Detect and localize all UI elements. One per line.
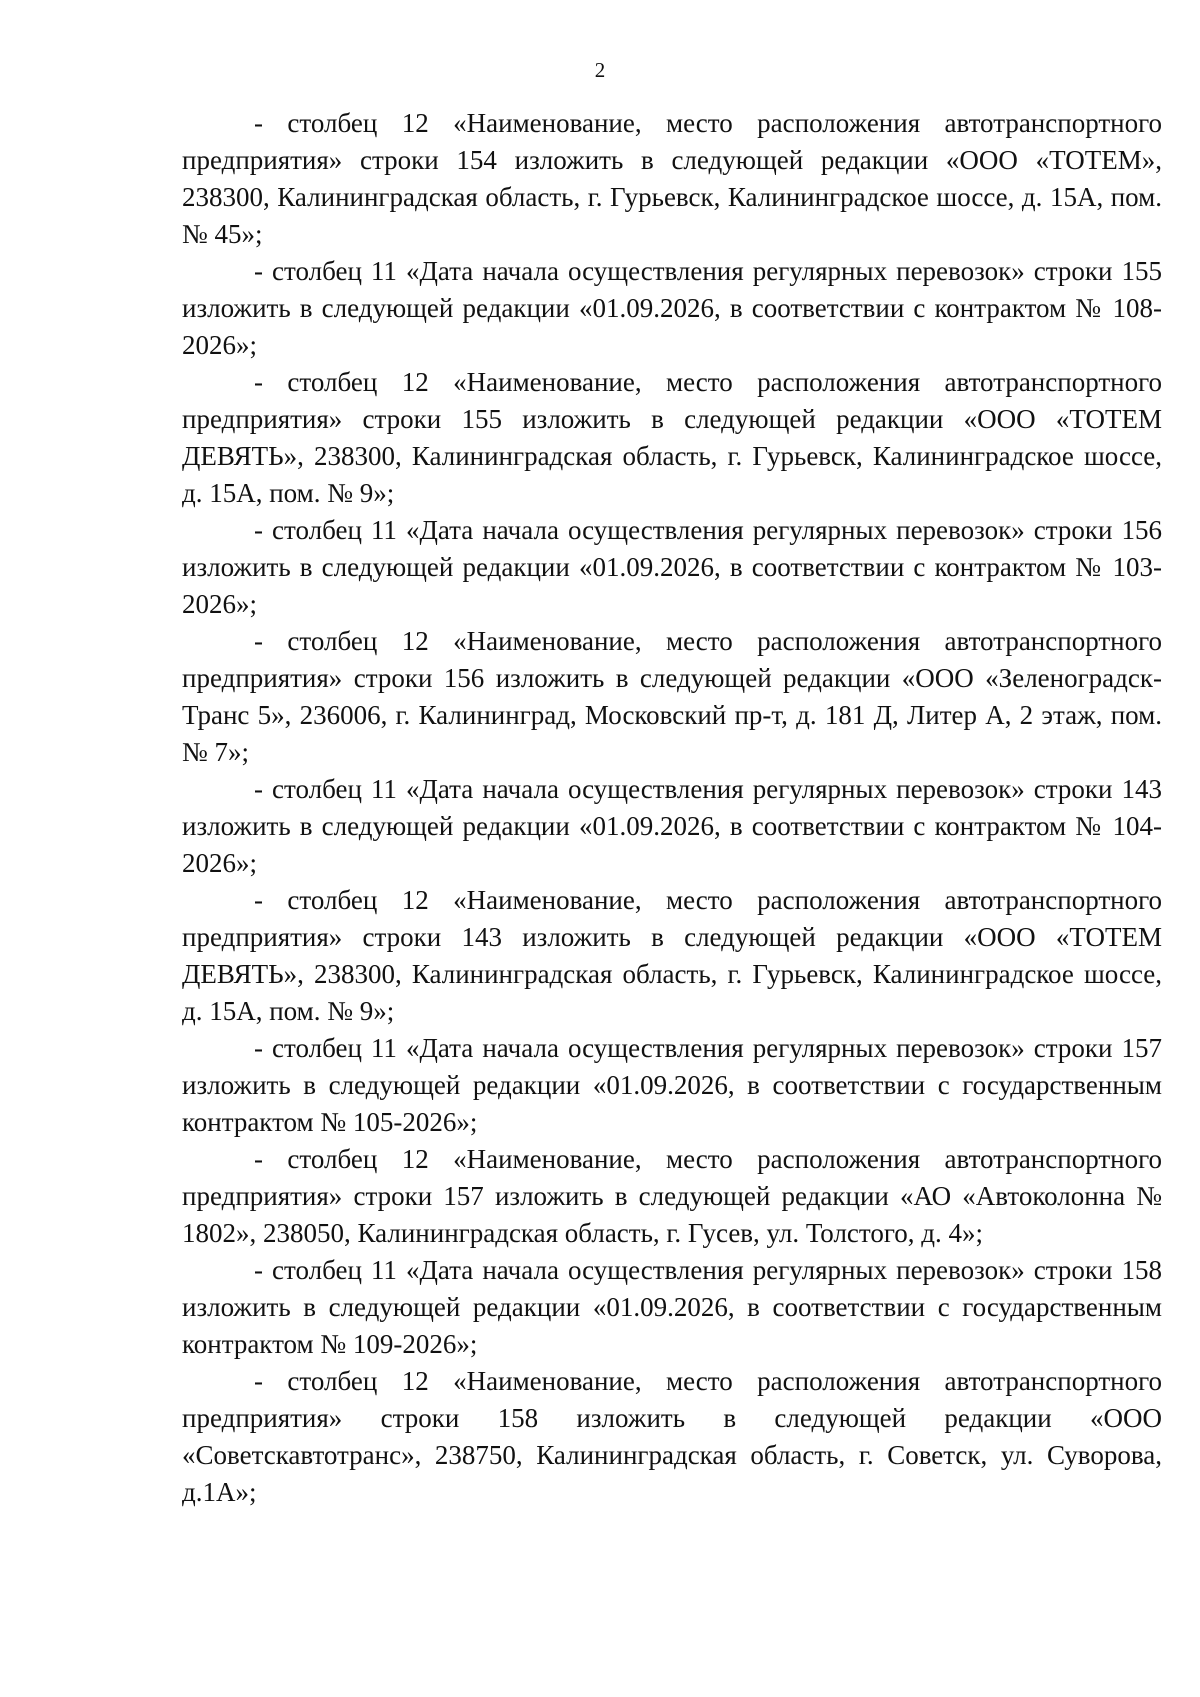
page-number: 2 — [594, 58, 606, 82]
paragraph: - столбец 11 «Дата начала осуществления регулярных перевозок» строки 155 изложить в следующей редакции «01.09.2026, в соответствии с контрактом № 108-2026»; — [182, 256, 1162, 360]
paragraph: - столбец 12 «Наименование, место расположения автотранспортного предприятия» строки 158 изложить в следующей редакции «ООО «Советскавтотранс», 238750, Калининградская область, г. Советск, ул. Суворова, д.1А»; — [182, 1366, 1162, 1507]
paragraph: - столбец 12 «Наименование, место расположения автотранспортного предприятия» строки 155 изложить в следующей редакции «ООО «ТОТЕМ ДЕВЯТЬ», 238300, Калининградская область, г. Гурьевск, Калининградское шоссе, д. 15А, пом. № 9»; — [182, 367, 1162, 508]
paragraph: - столбец 11 «Дата начала осуществления регулярных перевозок» строки 158 изложить в следующей редакции «01.09.2026, в соответствии с государственным контрактом № 109-2026»; — [182, 1255, 1162, 1359]
document-body — [182, 105, 1162, 1511]
paragraph: - столбец 11 «Дата начала осуществления регулярных перевозок» строки 157 изложить в следующей редакции «01.09.2026, в соответствии с государственным контрактом № 105-2026»; — [182, 1033, 1162, 1137]
paragraph: - столбец 12 «Наименование, место расположения автотранспортного предприятия» строки 154 изложить в следующей редакции «ООО «ТОТЕМ», 238300, Калининградская область, г. Гурьевск, Калининградское шоссе, д. 15А, пом. № 45»; — [182, 108, 1162, 249]
paragraph: - столбец 11 «Дата начала осуществления регулярных перевозок» строки 156 изложить в следующей редакции «01.09.2026, в соответствии с контрактом № 103-2026»; — [182, 515, 1162, 619]
paragraph: - столбец 12 «Наименование, место расположения автотранспортного предприятия» строки 143 изложить в следующей редакции «ООО «ТОТЕМ ДЕВЯТЬ», 238300, Калининградская область, г. Гурьевск, Калининградское шоссе, д. 15А, пом. № 9»; — [182, 885, 1162, 1026]
paragraph: - столбец 11 «Дата начала осуществления регулярных перевозок» строки 143 изложить в следующей редакции «01.09.2026, в соответствии с контрактом № 104-2026»; — [182, 774, 1162, 878]
paragraph: - столбец 12 «Наименование, место расположения автотранспортного предприятия» строки 157 изложить в следующей редакции «АО «Автоколонна № 1802», 238050, Калининградская область, г. Гусев, ул. Толстого, д. 4»; — [182, 1144, 1162, 1248]
paragraph: - столбец 12 «Наименование, место расположения автотранспортного предприятия» строки 156 изложить в следующей редакции «ООО «Зеленоградск-Транс 5», 236006, г. Калининград, Московский пр-т, д. 181 Д, Литер А, 2 этаж, пом. № 7»; — [182, 626, 1162, 767]
